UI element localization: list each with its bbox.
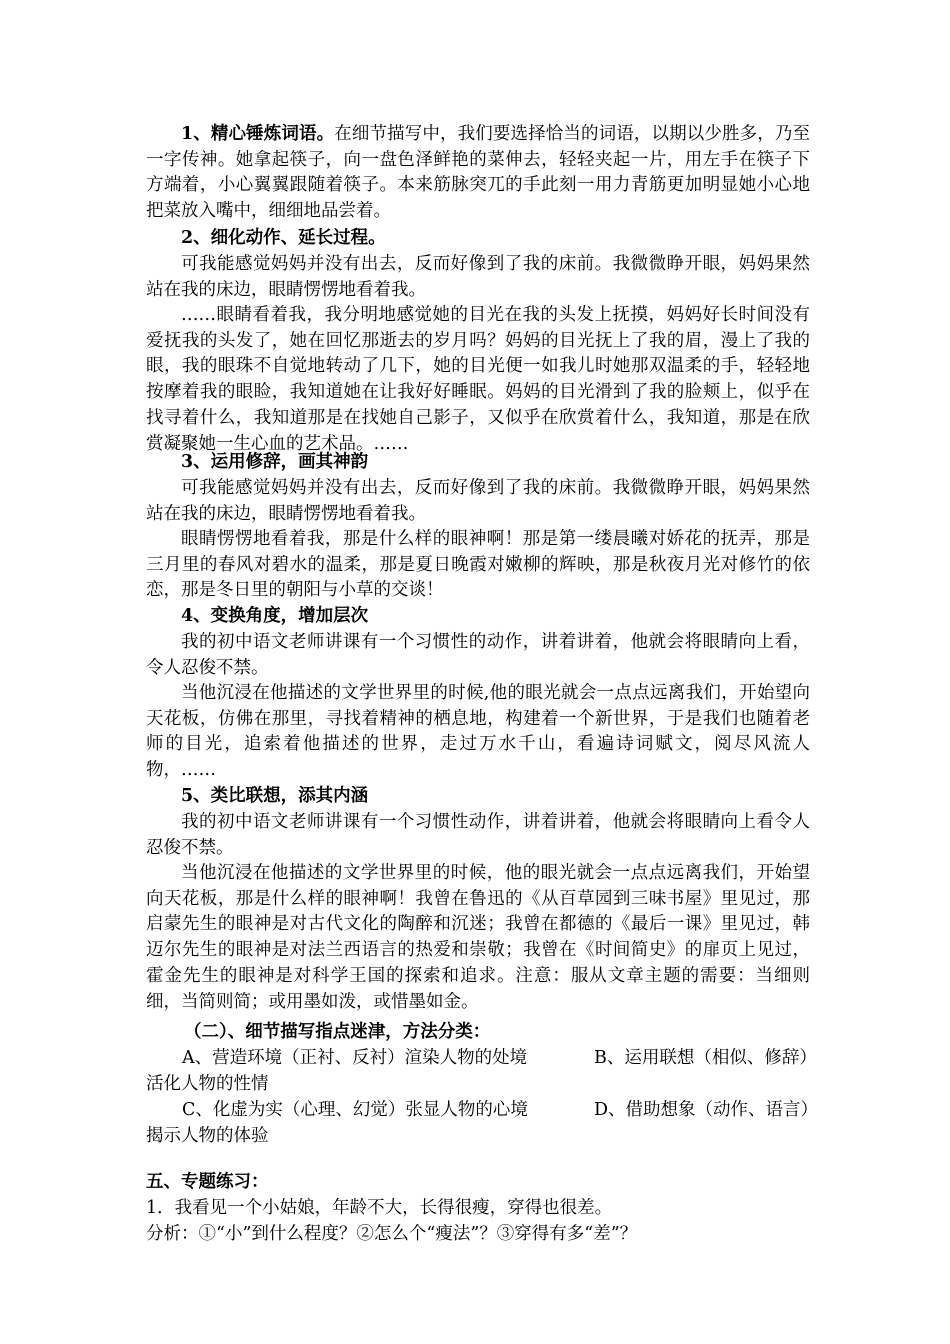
section5-paragraph-2: 当他沉浸在他描述的文学世界里的时候，他的眼光就会一点点远离我们，开始望向天花板，那是什么样的眼神啊！我曾在鲁迅的《从百草园到三味书屋》里见过，那启蒙先生的眼神是对古代文化的陶醉和沉迷；我曾在都德的《最后一课》里见过，韩迈尔先生的眼神是对法兰西语言的热爱和崇敬；我曾在《时间简史》的扉页上见过，霍金先生的眼神是对科学王国的探索和追求。注意：服从文章主题的需要：当细则细，当简则简；或用墨如泼，或惜墨如金。 [146,863,810,1012]
option-b-continued: 活化人物的性情 [146,1074,269,1094]
section1-body: 在细节描写中，我们要选择恰当的词语，以期以少胜多，乃至一字传神。她拿起筷子，向一盘色泽鲜艳的菜伸去，轻轻夹起一片，用左手在筷子下方端着，小心翼翼跟随着筷子。本来筋脉突兀的手此刻一用力青筋更加明显她小心地把菜放入嘴中，细细地品尝着。 [146,124,810,222]
section4-paragraph-1: 我的初中语文老师讲课有一个习惯性的动作，讲着讲着，他就会将眼睛向上看，令人忍俊不禁。 [146,632,810,678]
option-d: D、借助想象（动作、语言） [594,1100,819,1120]
practice-analysis: 分析：①“小”到什么程度？②怎么个“瘦法”？③穿得有多“差”？ [146,1224,638,1244]
section5-heading: 5、类比联想，添其内涵 [181,786,369,806]
option-b: B、运用联想（相似、修辞） [594,1048,817,1068]
practice-heading: 五、专题练习： [146,1172,269,1192]
option-d-continued: 揭示人物的体验 [146,1126,269,1146]
section3-paragraph-2: 眼睛愣愣地看着我，那是什么样的眼神啊！那是第一缕晨曦对娇花的抚弄，那是三月里的春风对碧水的温柔，那是夏日晚霞对嫩柳的辉映，那是秋夜月光对修竹的依恋，那是冬日里的朝阳与小草的交谈！ [146,529,810,601]
section4-heading: 4、变换角度，增加层次 [181,606,369,626]
section1-heading: 1、精心锤炼词语。 [181,124,335,144]
section5-paragraph-1: 我的初中语文老师讲课有一个习惯性动作，讲着讲着，他就会将眼睛向上看令人忍俊不禁。 [146,812,810,858]
option-a: A、营造环境（正衬、反衬）渲染人物的处境 [182,1048,528,1068]
option-c: C、化虚为实（心理、幻觉）张显人物的心境 [182,1100,528,1120]
section4-paragraph-2: 当他沉浸在他描述的文学世界里的时候,他的眼光就会一点点远离我们，开始望向天花板，仿佛在那里，寻找着精神的栖息地，构建着一个新世界，于是我们也随着老师的目光，追索着他描述的世界，走过万水千山，看遍诗词赋文，阅尽风流人物，…… [146,683,810,781]
section2-paragraph-1: 可我能感觉妈妈并没有出去，反而好像到了我的床前。我微微睁开眼，妈妈果然站在我的床边，眼睛愣愣地看着我。 [146,254,810,300]
section1-paragraph [146,122,810,225]
section2-paragraph-2: ……眼睛看着我，我分明地感觉她的目光在我的头发上抚摸，妈妈好长时间没有爱抚我的头发了，她在回忆那逝去的岁月吗？妈妈的目光抚上了我的眉，漫上了我的眼，我的眼珠不自觉地转动了几下，她的目光便一如我儿时她那双温柔的手，轻轻地按摩着我的眼睑，我知道她在让我好好睡眠。妈妈的目光滑到了我的脸颊上，似乎在找寻着什么，我知道那是在找她自己影子，又似乎在欣赏着什么，我知道，那是在欣赏凝聚她一生心血的艺术品。…… [146,305,810,454]
guide-heading: （二）、细节描写指点迷津，方法分类： [184,1022,491,1042]
section2-heading: 2、细化动作、延长过程。 [181,228,386,248]
practice-question-1: 1．我看见一个小姑娘，年龄不大，长得很瘦，穿得也很差。 [146,1198,613,1218]
section3-paragraph-1: 可我能感觉妈妈并没有出去，反而好像到了我的床前。我微微睁开眼，妈妈果然站在我的床边，眼睛愣愣地看着我。 [146,478,810,524]
section3-heading: 3、运用修辞，画其神韵 [181,452,369,472]
